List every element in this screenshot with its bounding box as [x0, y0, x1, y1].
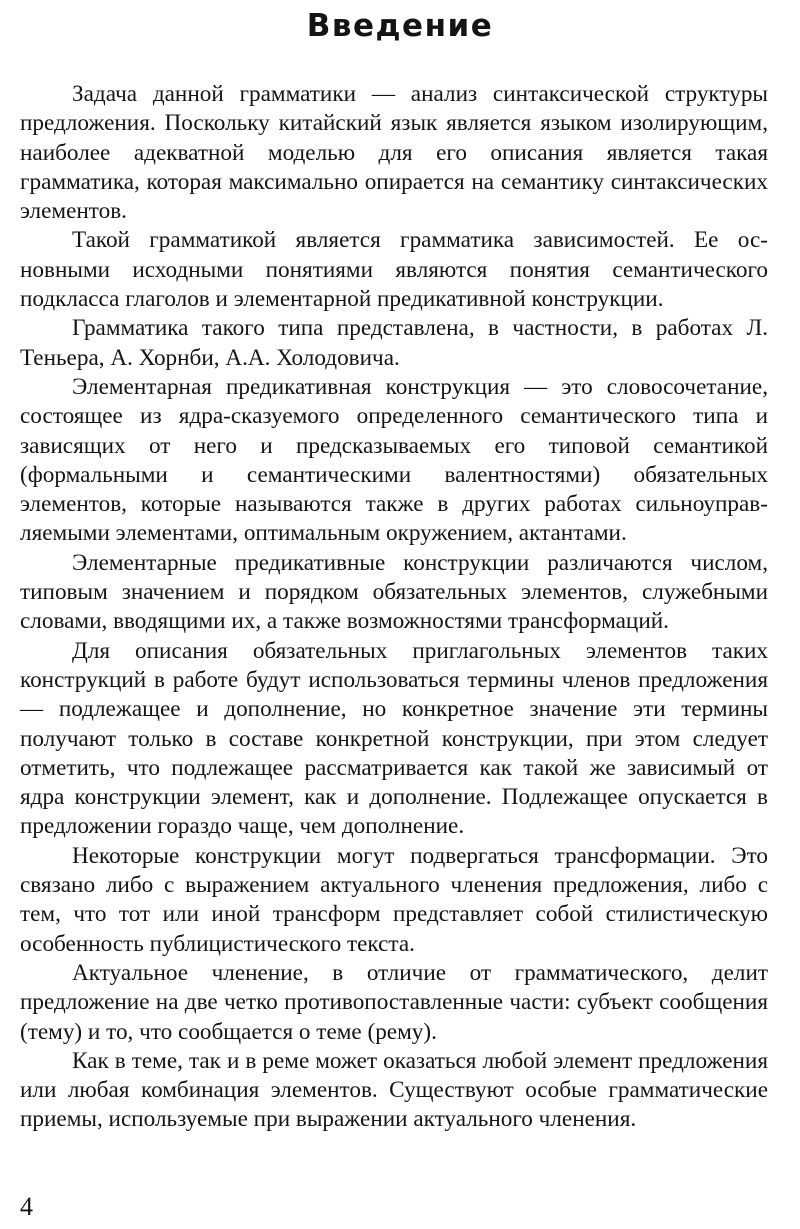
paragraph: Задача данной грамматики — анализ синтаксической структуры предложения. Поскольку китайский язык является языком изолирующим, наиболее адекватной моделью для его описания является такая грамматика, которая максимально опирается на семантику синтаксических элементов. [20, 81, 768, 225]
paragraph: Для описания обязательных приглагольных элементов таких конструкций в работе будут использоваться термины членов предложения — подлежащее и дополнение, но конкретное значение эти термины получают только в составе конкретной конструкции, при этом следует отметить, что подлежащее рассматривается как такой же зависимый от ядра конструкции элемент, как и дополнение. Подлежащее опускается в предложении гораздо чаще, чем дополнение. [20, 637, 768, 840]
paragraph: Некоторые конструкции могут подвергаться трансформации. Это связано либо с выражением актуального членения предложения, либо с тем, что тот или иной трансформ представляет собой стилистическую особенность публицистического текста. [20, 842, 768, 957]
paragraph: Как в теме, так и в реме может оказаться любой элемент предложения или любая комбинация элементов. Существуют особые грамматические приемы, используемые при выражении актуального членения. [20, 1047, 768, 1133]
paragraph: Актуальное членение, в отличие от грамматического, делит предложение на две четко противопоставленные части: субъект сообщения (тему) и то, что сообщается о теме (рему). [20, 959, 768, 1045]
body-text [20, 80, 768, 1135]
page-number: 4 [20, 1192, 33, 1221]
paragraph: Элементарная предикативная конструкция — это словосочетание, состоящее из ядра-сказуемого определенного семантического типа и зависящих от него и предсказываемых его типовой семантикой (формальными и семантическими валентностями) обязательных элементов, которые называются также в других работах сильноуправляемыми элементами, оптимальным окружением, актантами. [20, 373, 768, 547]
paragraph: Грамматика такого типа представлена, в частности, в работах Л. Теньера, А. Хорнби, А.А. Холодовича. [20, 315, 768, 371]
paragraph: Такой грамматикой является грамматика зависимостей. Ее основными исходными понятиями являются понятия семантического подкласса глаголов и элементарной предикативной конструкции. [20, 227, 768, 313]
chapter-title: Введение [306, 8, 494, 44]
paragraph: Элементарные предикативные конструкции различаются числом, типовым значением и порядком обязательных элементов, служебными словами, вводящими их, а также возможностями трансформаций. [20, 549, 768, 635]
